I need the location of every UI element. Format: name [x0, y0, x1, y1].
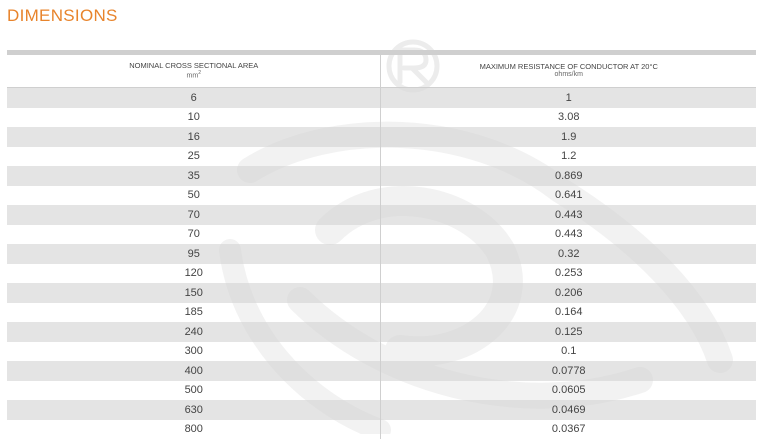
cell-cross-sectional-area: 95 — [7, 244, 381, 264]
cell-cross-sectional-area: 240 — [7, 322, 381, 342]
table-row — [7, 420, 756, 439]
cell-max-resistance: 0.0367 — [381, 420, 756, 439]
table-row — [7, 322, 756, 342]
header-max-resistance: MAXIMUM RESISTANCE OF CONDUCTOR AT 20°C ohms/km — [381, 53, 756, 88]
table-row — [7, 108, 756, 128]
cell-cross-sectional-area: 500 — [7, 381, 381, 401]
table-row — [7, 283, 756, 303]
header-cross-sectional-area: NOMINAL CROSS SECTIONAL AREA $mm^2$ — [7, 53, 381, 88]
cell-cross-sectional-area: 70 — [7, 225, 381, 245]
cell-cross-sectional-area: 300 — [7, 342, 381, 362]
dimensions-table — [7, 50, 756, 439]
cell-max-resistance: 0.0605 — [381, 381, 756, 401]
cell-max-resistance: 0.0469 — [381, 400, 756, 420]
table-row — [7, 303, 756, 323]
cell-max-resistance: 3.08 — [381, 108, 756, 128]
table-body — [7, 88, 756, 439]
cell-cross-sectional-area: 120 — [7, 264, 381, 284]
table-row — [7, 244, 756, 264]
cell-cross-sectional-area: 50 — [7, 186, 381, 206]
cell-max-resistance: 0.164 — [381, 303, 756, 323]
table-row — [7, 127, 756, 147]
cell-cross-sectional-area: 800 — [7, 420, 381, 439]
table-row — [7, 400, 756, 420]
cell-cross-sectional-area: 70 — [7, 205, 381, 225]
table-row — [7, 166, 756, 186]
cell-cross-sectional-area: 6 — [7, 88, 381, 108]
cell-max-resistance: 0.1 — [381, 342, 756, 362]
table-row — [7, 381, 756, 401]
cell-max-resistance: 0.253 — [381, 264, 756, 284]
cell-max-resistance: 0.443 — [381, 205, 756, 225]
table-row — [7, 225, 756, 245]
table-row — [7, 264, 756, 284]
page-title: DIMENSIONS — [7, 6, 118, 26]
table-header-row — [7, 53, 756, 88]
table-row — [7, 186, 756, 206]
table-row — [7, 147, 756, 167]
cell-max-resistance: 0.206 — [381, 283, 756, 303]
cell-max-resistance: 0.125 — [381, 322, 756, 342]
cell-max-resistance: 0.0778 — [381, 361, 756, 381]
cell-cross-sectional-area: 150 — [7, 283, 381, 303]
cell-cross-sectional-area: 400 — [7, 361, 381, 381]
table-row — [7, 342, 756, 362]
cell-max-resistance: 0.641 — [381, 186, 756, 206]
cell-cross-sectional-area: 10 — [7, 108, 381, 128]
cell-cross-sectional-area: 25 — [7, 147, 381, 167]
table-row — [7, 205, 756, 225]
cell-max-resistance: 0.443 — [381, 225, 756, 245]
header-unit: $mm^2$ — [7, 71, 380, 80]
cell-cross-sectional-area: 630 — [7, 400, 381, 420]
cell-max-resistance: 1.9 — [381, 127, 756, 147]
cell-cross-sectional-area: 35 — [7, 166, 381, 186]
cell-max-resistance: 0.869 — [381, 166, 756, 186]
cell-max-resistance: 1 — [381, 88, 756, 108]
header-unit: ohms/km — [381, 71, 756, 79]
table-row — [7, 88, 756, 108]
table-row — [7, 361, 756, 381]
cell-max-resistance: 1.2 — [381, 147, 756, 167]
cell-max-resistance: 0.32 — [381, 244, 756, 264]
cell-cross-sectional-area: 185 — [7, 303, 381, 323]
cell-cross-sectional-area: 16 — [7, 127, 381, 147]
